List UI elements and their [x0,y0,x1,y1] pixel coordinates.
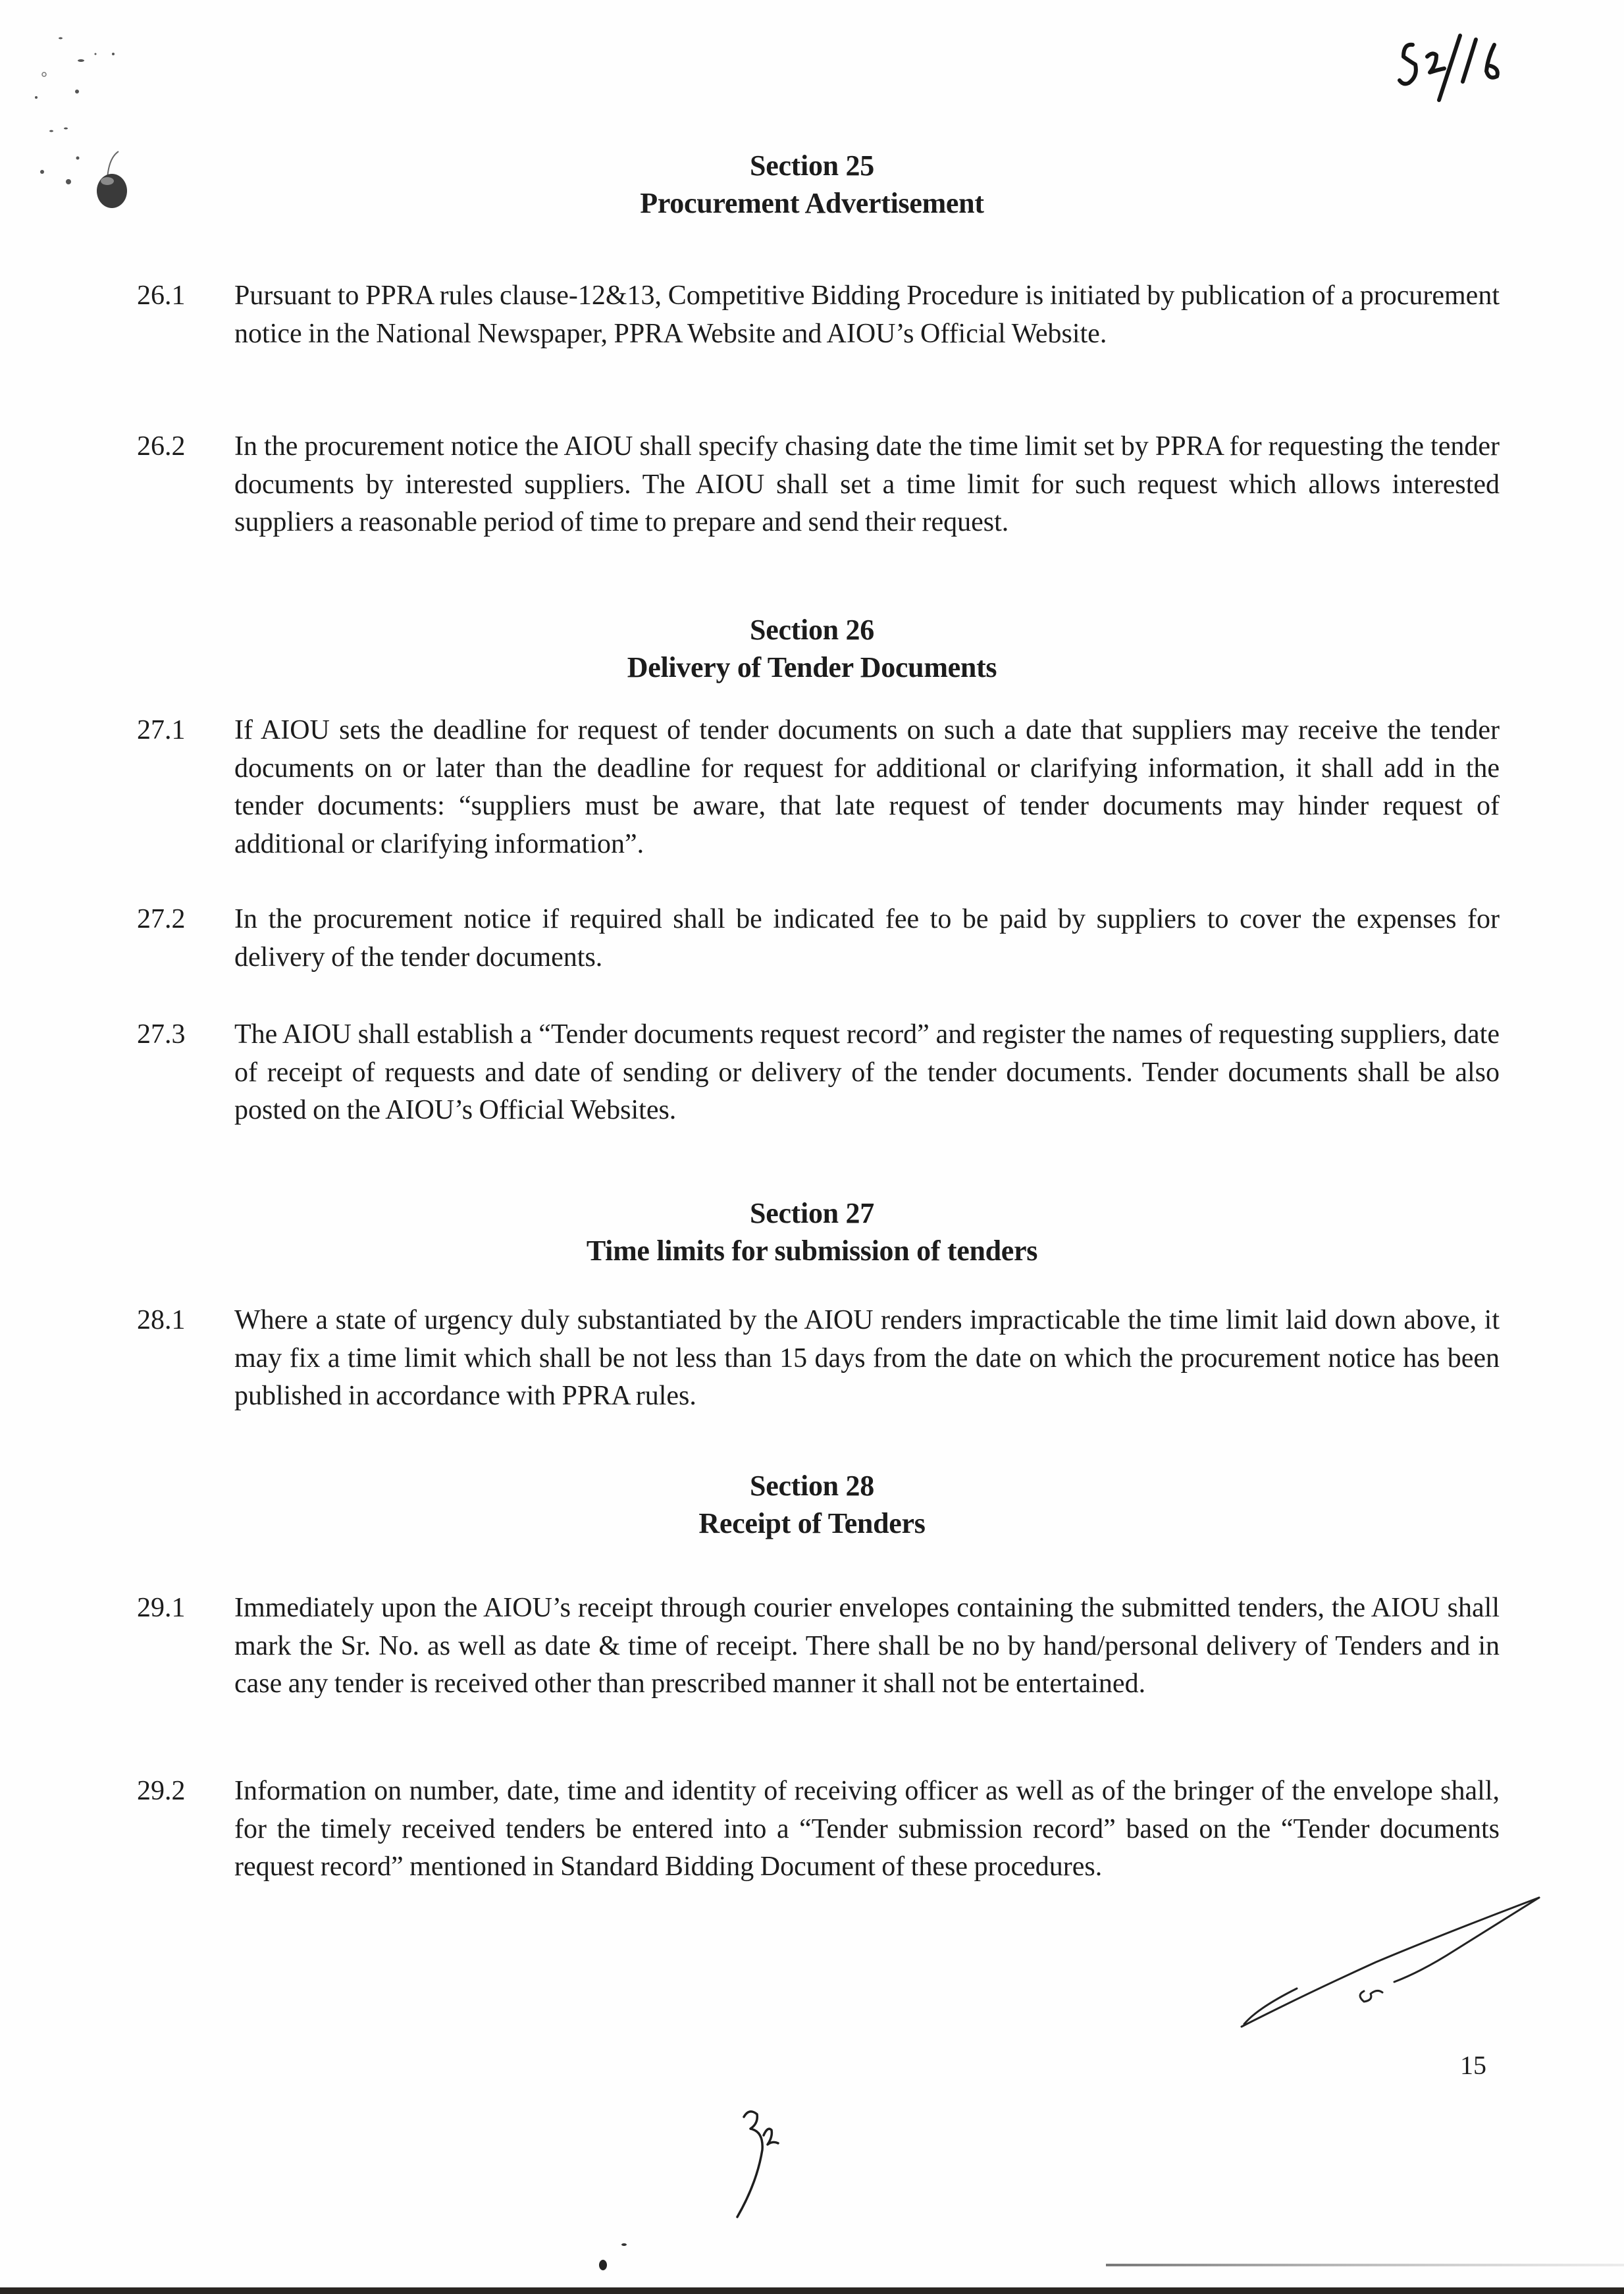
clause-number: 26.2 [137,431,186,462]
scan-mark-icon [592,2239,685,2278]
section-title: Receipt of Tenders [698,1507,926,1539]
section-number: Section 25 [750,149,874,182]
section-title: Delivery of Tender Documents [627,651,997,683]
handwritten-folio-number [1389,26,1540,105]
clause-text: The AIOU shall establish a “Tender documents request record” and register the names of requesting suppliers, date of receipt of requests and date of sending or delivery of the tender documents. Tender documents shall be also posted on the AIOU’s Official Websites. [234,1019,1500,1125]
signature [1224,1890,1554,2041]
section-title: Time limits for submission of tenders [586,1235,1038,1267]
clause-number: 27.3 [137,1019,186,1050]
clause-number: 28.1 [137,1305,186,1335]
section-number: Section 27 [750,1197,874,1229]
clause-number: 27.1 [137,715,186,745]
section-number: Section 26 [750,614,874,646]
clause-text: In the procurement notice if required shall be indicated fee to be paid by suppliers to cover the expenses for delivery of the tender documents. [234,904,1500,973]
clause-number: 29.2 [137,1776,186,1806]
section-heading [0,1194,1624,1269]
scan-bottom-edge [0,2287,1624,2294]
section-title: Procurement Advertisement [640,187,984,219]
handwritten-page-count [731,2104,823,2222]
clause-number: 29.1 [137,1593,186,1623]
clause-text: Pursuant to PPRA rules clause-12&13, Competitive Bidding Procedure is initiated by publication of a procurement notice in the National Newspaper, PPRA Website and AIOU’s Official Website. [234,280,1500,349]
section-heading [0,1467,1624,1542]
page-number: 15 [1460,2050,1486,2080]
scan-artifact-line [1106,2262,1624,2268]
clause-number: 27.2 [137,904,186,934]
section-number: Section 28 [750,1470,874,1502]
clause-text: If AIOU sets the deadline for request of tender documents on such a date that suppliers may receive the tender documents on or later than the deadline for request for additional or clarifying information, it shall add in the tender documents: “suppliers must be aware, that late request of tender documents may hinder request of additional or clarifying information”. [234,715,1500,859]
clause-number: 26.1 [137,280,186,311]
clause-text: Immediately upon the AIOU’s receipt through courier envelopes containing the submitted tenders, the AIOU shall mark the Sr. No. as well as date & time of receipt. There shall be no by hand/personal delivery of Tenders and in case any tender is received other than prescribed manner it shall not be entertained. [234,1593,1500,1699]
section-heading [0,611,1624,686]
section-heading [0,147,1624,222]
clause-text: Information on number, date, time and identity of receiving officer as well as of the bringer of the envelope shall, for the timely received tenders be entered into a “Tender submission record” based on the “Tender documents request record” mentioned in Standard Bidding Document of these procedures. [234,1776,1500,1882]
clause-text: In the procurement notice the AIOU shall specify chasing date the time limit set by PPRA for requesting the tender documents by interested suppliers. The AIOU shall set a time limit for such request which allows interested suppliers a reasonable period of time to prepare and send their request. [234,431,1500,537]
clause-text: Where a state of urgency duly substantiated by the AIOU renders impracticable the time limit laid down above, it may fix a time limit which shall be not less than 15 days from the date on which the procurement notice has been published in accordance with PPRA rules. [234,1305,1500,1411]
